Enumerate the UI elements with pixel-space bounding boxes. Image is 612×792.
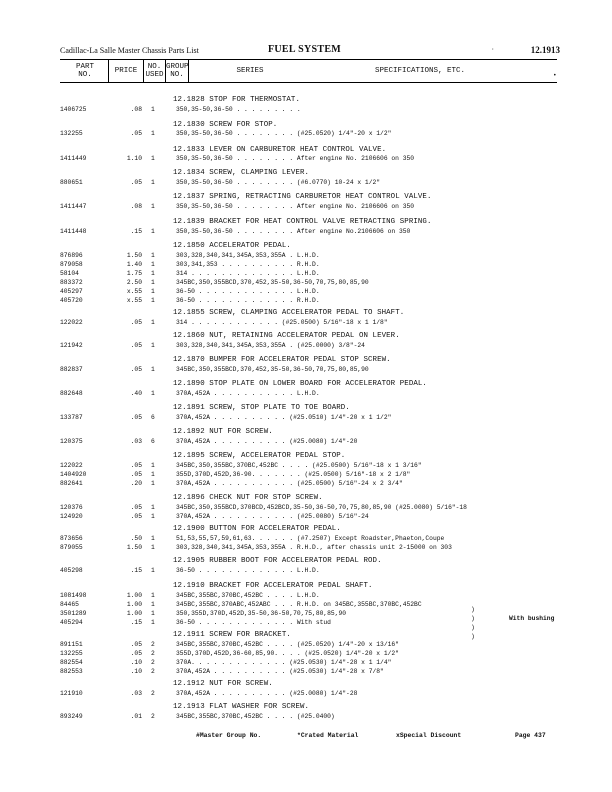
no-used: 1 bbox=[151, 228, 155, 235]
no-used: 1 bbox=[151, 319, 155, 326]
part-number: 120376 bbox=[60, 504, 83, 511]
no-used: 2 bbox=[151, 650, 155, 657]
part-row bbox=[0, 668, 612, 677]
price: .05 bbox=[130, 641, 142, 648]
group-title: 12.1895 SCREW, ACCELERATOR PEDAL STOP. bbox=[173, 452, 346, 460]
part-number: 405720 bbox=[60, 297, 83, 304]
no-used: 1 bbox=[151, 179, 155, 186]
part-row bbox=[0, 390, 612, 399]
series-spec: 345BC,355BC,370ABC,452ABC . . . R.H.D. on 345BC,355BC,370BC,452BC bbox=[176, 601, 422, 608]
part-number: 1411447 bbox=[60, 203, 87, 210]
no-used: 1 bbox=[151, 203, 155, 210]
no-used: 2 bbox=[151, 690, 155, 697]
price: .05 bbox=[130, 513, 142, 520]
series-spec: 355D,370D,452D,36-90. . . . . . . (#25.0500) 5/16"-18 x 2 1/8" bbox=[176, 471, 411, 478]
series-spec: 370A,452A . . . . . . . . . . . L.H.D. bbox=[176, 390, 320, 397]
price: .05 bbox=[130, 504, 142, 511]
col-specs: SPECIFICATIONS, ETC. bbox=[374, 67, 465, 75]
section-number: 12.1913 bbox=[530, 45, 560, 55]
no-used: 1 bbox=[151, 390, 155, 397]
price: .05 bbox=[130, 319, 142, 326]
part-number: 58104 bbox=[60, 270, 79, 277]
group-title: 12.1905 RUBBER BOOT FOR ACCELERATOR PEDAL ROD. bbox=[173, 557, 382, 565]
price: .15 bbox=[130, 228, 142, 235]
series-spec: 345BC,355BC,370BC,452BC . . . . L.H.D. bbox=[176, 592, 320, 599]
price: .03 bbox=[130, 690, 142, 697]
price: 1.50 bbox=[126, 252, 142, 259]
price: x.55 bbox=[126, 297, 142, 304]
part-row bbox=[0, 641, 612, 650]
price: 1.50 bbox=[126, 544, 142, 551]
price: .05 bbox=[130, 471, 142, 478]
part-number: 133787 bbox=[60, 414, 83, 421]
part-number: 121942 bbox=[60, 342, 83, 349]
no-used: 6 bbox=[151, 414, 155, 421]
group-title: 12.1913 FLAT WASHER FOR SCREW. bbox=[173, 703, 310, 711]
price: .05 bbox=[130, 414, 142, 421]
group-title: 12.1896 CHECK NUT FOR STOP SCREW. bbox=[173, 494, 323, 502]
group-title: 12.1912 NUT FOR SCREW. bbox=[173, 680, 273, 688]
part-row bbox=[0, 414, 612, 423]
part-row bbox=[0, 342, 612, 351]
series-spec: 350,35-50,36-50 . . . . . . . . After engine No.2106606 on 350 bbox=[176, 228, 411, 235]
catalog-title: Cadillac-La Salle Master Chassis Parts List bbox=[60, 46, 199, 55]
price: .10 bbox=[130, 659, 142, 666]
no-used: 1 bbox=[151, 366, 155, 373]
footer-special: xSpecial Discount bbox=[396, 732, 462, 739]
price: 1.40 bbox=[126, 261, 142, 268]
price: 1.75 bbox=[126, 270, 142, 277]
part-row bbox=[0, 203, 612, 212]
price: .08 bbox=[130, 203, 142, 210]
part-row bbox=[0, 261, 612, 270]
price: .05 bbox=[130, 462, 142, 469]
series-spec: 370A,452A . . . . . . . . . . (#25.0530) 1/4"-28 x 7/8" bbox=[176, 668, 384, 675]
part-number: 1406725 bbox=[60, 106, 87, 113]
no-used: 1 bbox=[151, 288, 155, 295]
price: 1.00 bbox=[126, 592, 142, 599]
series-spec: 350,35-50,36-50 . . . . . . . . (#6.0770) 10-24 x 1/2" bbox=[176, 179, 381, 186]
part-row bbox=[0, 366, 612, 375]
part-row bbox=[0, 480, 612, 489]
part-number: 883372 bbox=[60, 279, 83, 286]
series-spec: 345BC,350,355BCD,370,452,35-50,36-50,70,75,80,85,90 bbox=[176, 366, 369, 373]
part-number: 876896 bbox=[60, 252, 83, 259]
price: .05 bbox=[130, 130, 142, 137]
no-used: 1 bbox=[151, 610, 155, 617]
series-spec: 350,35-50,36-50 . . . . . . . . After engine No. 2106606 on 350 bbox=[176, 155, 415, 162]
series-spec: 36-50 . . . . . . . . . . . . . R.H.D. bbox=[176, 297, 320, 304]
series-spec: 345BC,355BC,370BC,452BC . . . . (#25.0520) 1/4"-20 x 13/16" bbox=[176, 641, 399, 648]
part-row bbox=[0, 659, 612, 668]
part-row bbox=[0, 471, 612, 480]
part-number: 122022 bbox=[60, 319, 83, 326]
price: .01 bbox=[130, 713, 142, 720]
price: .08 bbox=[130, 106, 142, 113]
no-used: 6 bbox=[151, 438, 155, 445]
series-spec: 345BC,350,355BCD,370,452,35-50,36-50,70,75,80,85,90 bbox=[176, 279, 369, 286]
price: .03 bbox=[130, 438, 142, 445]
no-used: 1 bbox=[151, 297, 155, 304]
part-number: 893249 bbox=[60, 713, 83, 720]
no-used: 1 bbox=[151, 601, 155, 608]
part-row bbox=[0, 279, 612, 288]
part-row bbox=[0, 288, 612, 297]
no-used: 1 bbox=[151, 619, 155, 626]
group-title: 12.1870 BUMPER FOR ACCELERATOR PEDAL STOP SCREW. bbox=[173, 356, 391, 364]
part-row bbox=[0, 650, 612, 659]
price: .10 bbox=[130, 668, 142, 675]
col-price: PRICE bbox=[114, 67, 138, 75]
series-spec: 303,328,340,341,345A,353,355A . L.H.D. bbox=[176, 252, 320, 259]
series-spec: 370A. . . . . . . . . . . . . (#25.0530) 1/4"-28 x 1 1/4" bbox=[176, 659, 392, 666]
no-used: 1 bbox=[151, 471, 155, 478]
series-spec: 36-50 . . . . . . . . . . . . . With stud bbox=[176, 619, 331, 626]
series-spec: 345BC,350,355BC,370BC,452BC . . . . (#25.0500) 5/16"-18 x 1 3/16" bbox=[176, 462, 422, 469]
series-spec: 350,355D,370D,452D,35-50,36-50,70,75,80,85,90 bbox=[176, 610, 347, 617]
part-row bbox=[0, 106, 612, 115]
part-number: 3501289 bbox=[60, 610, 87, 617]
part-row bbox=[0, 252, 612, 261]
part-number: 124920 bbox=[60, 513, 83, 520]
part-number: 879058 bbox=[60, 261, 83, 268]
series-spec: 36-50 . . . . . . . . . . . . . L.H.D. bbox=[176, 288, 320, 295]
series-spec: 303,328,340,341,345A,353,355A . R.H.D., after chassis unit 2-15000 on 303 bbox=[176, 544, 452, 551]
series-spec: 350,35-50,36-50 . . . . . . . . . bbox=[176, 106, 301, 113]
part-row bbox=[0, 319, 612, 328]
series-spec: 314 . . . . . . . . . . . . . . L.H.D. bbox=[176, 270, 320, 277]
price: .05 bbox=[130, 366, 142, 373]
no-used: 2 bbox=[151, 641, 155, 648]
part-number: 882648 bbox=[60, 390, 83, 397]
group-title: 12.1839 BRACKET FOR HEAT CONTROL VALVE RETRACTING SPRING. bbox=[173, 218, 432, 226]
price: 1.10 bbox=[126, 155, 142, 162]
part-number: 405297 bbox=[60, 288, 83, 295]
series-spec: 36-50 . . . . . . . . . . . . . L.H.D. bbox=[176, 567, 320, 574]
col-no-used: NO. USED bbox=[145, 63, 164, 79]
no-used: 1 bbox=[151, 252, 155, 259]
price: .20 bbox=[130, 480, 142, 487]
price: .50 bbox=[130, 535, 142, 542]
part-row bbox=[0, 270, 612, 279]
part-row bbox=[0, 462, 612, 471]
part-number: 132255 bbox=[60, 130, 83, 137]
price: .05 bbox=[130, 650, 142, 657]
no-used: 1 bbox=[151, 270, 155, 277]
brace-note: With bushing bbox=[509, 615, 555, 622]
footer-master-group: #Master Group No. bbox=[196, 732, 262, 739]
group-title: 12.1837 SPRING, RETRACTING CARBURETOR HEAT CONTROL VALVE. bbox=[173, 193, 432, 201]
group-title: 12.1891 SCREW, STOP PLATE TO TOE BOARD. bbox=[173, 404, 350, 412]
part-row bbox=[0, 438, 612, 447]
no-used: 1 bbox=[151, 567, 155, 574]
price: 2.50 bbox=[126, 279, 142, 286]
part-number: 122022 bbox=[60, 462, 83, 469]
no-used: 1 bbox=[151, 279, 155, 286]
group-title: 12.1828 STOP FOR THERMOSTAT. bbox=[173, 96, 300, 104]
part-row bbox=[0, 535, 612, 544]
part-number: 882553 bbox=[60, 668, 83, 675]
no-used: 1 bbox=[151, 130, 155, 137]
part-row bbox=[0, 592, 612, 601]
part-row bbox=[0, 513, 612, 522]
part-row bbox=[0, 179, 612, 188]
part-number: 1081498 bbox=[60, 592, 87, 599]
group-title: 12.1900 BUTTON FOR ACCELERATOR PEDAL. bbox=[173, 525, 341, 533]
group-title: 12.1892 NUT FOR SCREW. bbox=[173, 428, 273, 436]
group-title: 12.1830 SCREW FOR STOP. bbox=[173, 121, 278, 129]
part-number: 121910 bbox=[60, 690, 83, 697]
part-number: 1404920 bbox=[60, 471, 87, 478]
group-title: 12.1834 SCREW, CLAMPING LEVER. bbox=[173, 169, 310, 177]
part-number: 882837 bbox=[60, 366, 83, 373]
col-part-no: PART NO. bbox=[75, 63, 94, 79]
group-title: 12.1911 SCREW FOR BRACKET. bbox=[173, 631, 291, 639]
series-spec: 314 . . . . . . . . . . . . (#25.0500) 5/16"-18 x 1 1/8" bbox=[176, 319, 388, 326]
group-title: 12.1890 STOP PLATE ON LOWER BOARD FOR ACCELERATOR PEDAL. bbox=[173, 380, 427, 388]
no-used: 2 bbox=[151, 659, 155, 666]
no-used: 1 bbox=[151, 155, 155, 162]
footer-crated: *Crated Material bbox=[297, 732, 359, 739]
part-row bbox=[0, 155, 612, 164]
price: 1.00 bbox=[126, 610, 142, 617]
price: 1.00 bbox=[126, 601, 142, 608]
group-title: 12.1910 BRACKET FOR ACCELERATOR PEDAL SHAFT. bbox=[173, 582, 373, 590]
part-number: 120375 bbox=[60, 438, 83, 445]
series-spec: 370A,452A . . . . . . . . . . (#25.0510) 1/4"-20 x 1 1/2" bbox=[176, 414, 392, 421]
series-spec: 350,35-50,36-50 . . . . . . . . After engine No. 2106606 on 350 bbox=[176, 203, 415, 210]
group-title: 12.1860 NUT, RETAINING ACCELERATOR PEDAL ON LEVER. bbox=[173, 332, 400, 340]
series-spec: 370A,452A . . . . . . . . . . . (#25.0500) 5/16"-24 x 2 3/4" bbox=[176, 480, 403, 487]
no-used: 1 bbox=[151, 544, 155, 551]
series-spec: 370A,452A . . . . . . . . . . . (#25.0080) 5/16"-24 bbox=[176, 513, 369, 520]
section-title: FUEL SYSTEM bbox=[268, 44, 342, 55]
group-title: 12.1833 LEVER ON CARBURETOR HEAT CONTROL VALVE. bbox=[173, 146, 387, 154]
no-used: 1 bbox=[151, 342, 155, 349]
price: .15 bbox=[130, 619, 142, 626]
series-spec: 370A,452A . . . . . . . . . . (#25.0080) 1/4"-20 bbox=[176, 438, 358, 445]
group-title: 12.1855 SCREW, CLAMPING ACCELERATOR PEDAL TO SHAFT. bbox=[173, 309, 405, 317]
price: .05 bbox=[130, 342, 142, 349]
part-number: 405294 bbox=[60, 619, 83, 626]
no-used: 1 bbox=[151, 106, 155, 113]
part-row bbox=[0, 690, 612, 699]
part-number: 882554 bbox=[60, 659, 83, 666]
series-spec: 51,53,55,57,59,61,63. . . . . . (#7.2507) Except Roadster,Phaeton,Coupe bbox=[176, 535, 445, 542]
price: x.55 bbox=[126, 288, 142, 295]
part-row bbox=[0, 130, 612, 139]
series-spec: 355D,370D,452D,36-60,85,90. . . . (#25.0520) 1/4"-20 x 1/2" bbox=[176, 650, 399, 657]
col-group-no: GROUP NO. bbox=[166, 63, 189, 79]
series-spec: 345BC,350,355BCD,370BCD,452BCD,35-50,36-50,70,75,80,85,90 (#25.0080) 5/16"-18 bbox=[176, 504, 467, 511]
page-number: Page 437 bbox=[515, 732, 546, 739]
part-number: 1411449 bbox=[60, 155, 87, 162]
no-used: 1 bbox=[151, 462, 155, 469]
group-title: 12.1850 ACCELERATOR PEDAL. bbox=[173, 242, 291, 250]
part-number: 1411448 bbox=[60, 228, 87, 235]
series-spec: 350,35-50,36-50 . . . . . . . . (#25.0520) 1/4"-20 x 1/2" bbox=[176, 130, 392, 137]
no-used: 1 bbox=[151, 535, 155, 542]
stray-mark: • bbox=[553, 72, 557, 79]
part-number: 891151 bbox=[60, 641, 83, 648]
price: .05 bbox=[130, 179, 142, 186]
part-number: 405298 bbox=[60, 567, 83, 574]
no-used: 1 bbox=[151, 504, 155, 511]
part-number: 132255 bbox=[60, 650, 83, 657]
part-number: 879055 bbox=[60, 544, 83, 551]
no-used: 1 bbox=[151, 261, 155, 268]
series-spec: 370A,452A . . . . . . . . . . (#25.0080) 1/4"-28 bbox=[176, 690, 358, 697]
series-spec: 303,328,340,341,345A,353,355A . (#25.0000) 3/8"-24 bbox=[176, 342, 365, 349]
no-used: 2 bbox=[151, 713, 155, 720]
part-number: 84465 bbox=[60, 601, 79, 608]
part-row bbox=[0, 297, 612, 306]
no-used: 2 bbox=[151, 668, 155, 675]
stray-mark: · bbox=[491, 46, 495, 53]
part-row bbox=[0, 601, 612, 610]
price: .15 bbox=[130, 567, 142, 574]
series-spec: 345BC,355BC,370BC,452BC . . . . (#25.0400) bbox=[176, 713, 335, 720]
part-row bbox=[0, 228, 612, 237]
series-spec: 303,341,353 . . . . . . . . . . R.H.D. bbox=[176, 261, 320, 268]
col-series: SERIES bbox=[236, 67, 264, 75]
part-row bbox=[0, 504, 612, 513]
no-used: 1 bbox=[151, 592, 155, 599]
no-used: 1 bbox=[151, 480, 155, 487]
part-row bbox=[0, 544, 612, 553]
no-used: 1 bbox=[151, 513, 155, 520]
part-row bbox=[0, 567, 612, 576]
part-number: 873656 bbox=[60, 535, 83, 542]
part-row bbox=[0, 713, 612, 722]
part-number: 882641 bbox=[60, 480, 83, 487]
price: .40 bbox=[130, 390, 142, 397]
part-number: 880651 bbox=[60, 179, 83, 186]
